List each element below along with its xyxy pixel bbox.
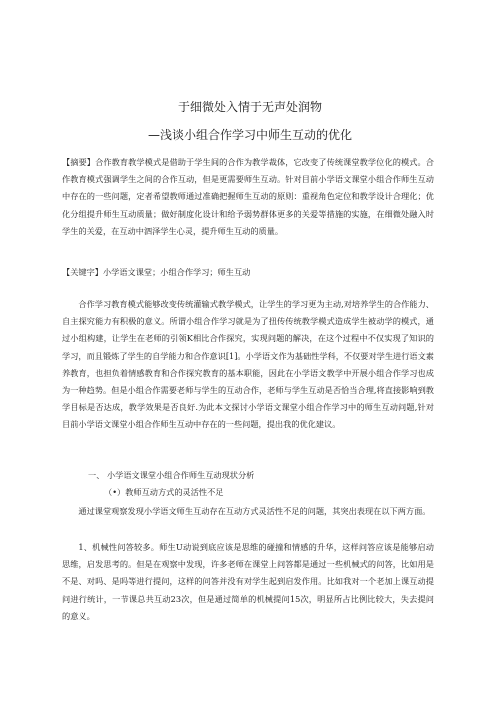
abstract-label: 【摘要】 bbox=[62, 157, 96, 167]
body-paragraph-2: 通过课堂观察发现小学语文师生互动存在互动方式灵活性不足的问题，其突出表现在以下两方面。 bbox=[78, 506, 431, 516]
body-paragraph-3: 1、机械性问答较多。师生U动说到底应该是思维的碰撞和情感的升华，这样问答应该是能够启动思维，启发思考的。但是在观察中发现，许多老师在课堂上问答都是通过一些机械式的问答，比如用是不是、对吗、是吗等进行提问，这样的问答并没有对学生起到启发作用。比如我对一个老加上课互动提问进行统计，一节课总共互动23次，但是通过简单的机械提问15次，明显所占比例比较大，失去提问的意义。 bbox=[62, 542, 434, 621]
abstract-paragraph bbox=[62, 154, 434, 240]
paper-subtitle: —浅谈小组合作学习中师生互动的优化 bbox=[147, 128, 352, 142]
section-heading: 一、 小学语文课堂小组合作师生互动现状分析 bbox=[88, 470, 255, 480]
keywords-label: 【关键字】 bbox=[62, 267, 103, 277]
paper-title: 于细微处入情于无声处润物 bbox=[177, 100, 322, 114]
subsection-heading: （•）教师互动方式的灵活性不足 bbox=[104, 487, 224, 497]
abstract-text: 合作教育教学模式是借助于学生间的合作为教学裁体，它改变了传统课堂教学位化的模式。合作教育模式强调学生之间的合作互动，但是更需要师生互动。针对目前小学语文课堂小组合作师生互动中存在的一些问题，定者希望教师通过准确把握师生互动的原则：重视角色定位和教学设计合理化；优化分组提升师生互动质量；做好制度化设计和给予弱势群体更多的关爱等措施的实施，在细微处融入时学生的关爱，在互动中泗泽学生心灵，提升师生互动的质量。 bbox=[62, 157, 434, 236]
intro-paragraph: 合作学习教育模式能够改变传统灌输式教学模式，让学生的学习更为主动,对培养学生的合作能力、自主探究能力有积极的意义。所谓小组合作学习就是为了扭传传统教学模式造成学生被动学的模式，通过小组构建，让学生在老师的引领K相比合作探究，实现问题的解决，在这个过程中不仅实现了知识的学习，而且锻炼了学生的自学能力和合作意识[1]。小学语文作为基础性学科，不仅要对学生进行语文素养教育，也担负着情感教育和合作探究教育的基本职能，因此在小学语文教学中开展小组合作学习也成为一种趋势。但是小组合作需要老师与学生的互动合作，老师与学生互动是否恰当合理,将直接影响到教学目标是否达成，教学效果是否良好.为此本文探讨小学语文课堂小组合作学习中的师生互动问题,针对目前小学语文课堂小组合作师生互动中存在的一些问题，提出我的优化建议。 bbox=[62, 299, 434, 430]
keywords-paragraph bbox=[62, 264, 434, 281]
keywords-text: 小学语文课堂；小组合作学习；师生互动 bbox=[102, 267, 251, 277]
